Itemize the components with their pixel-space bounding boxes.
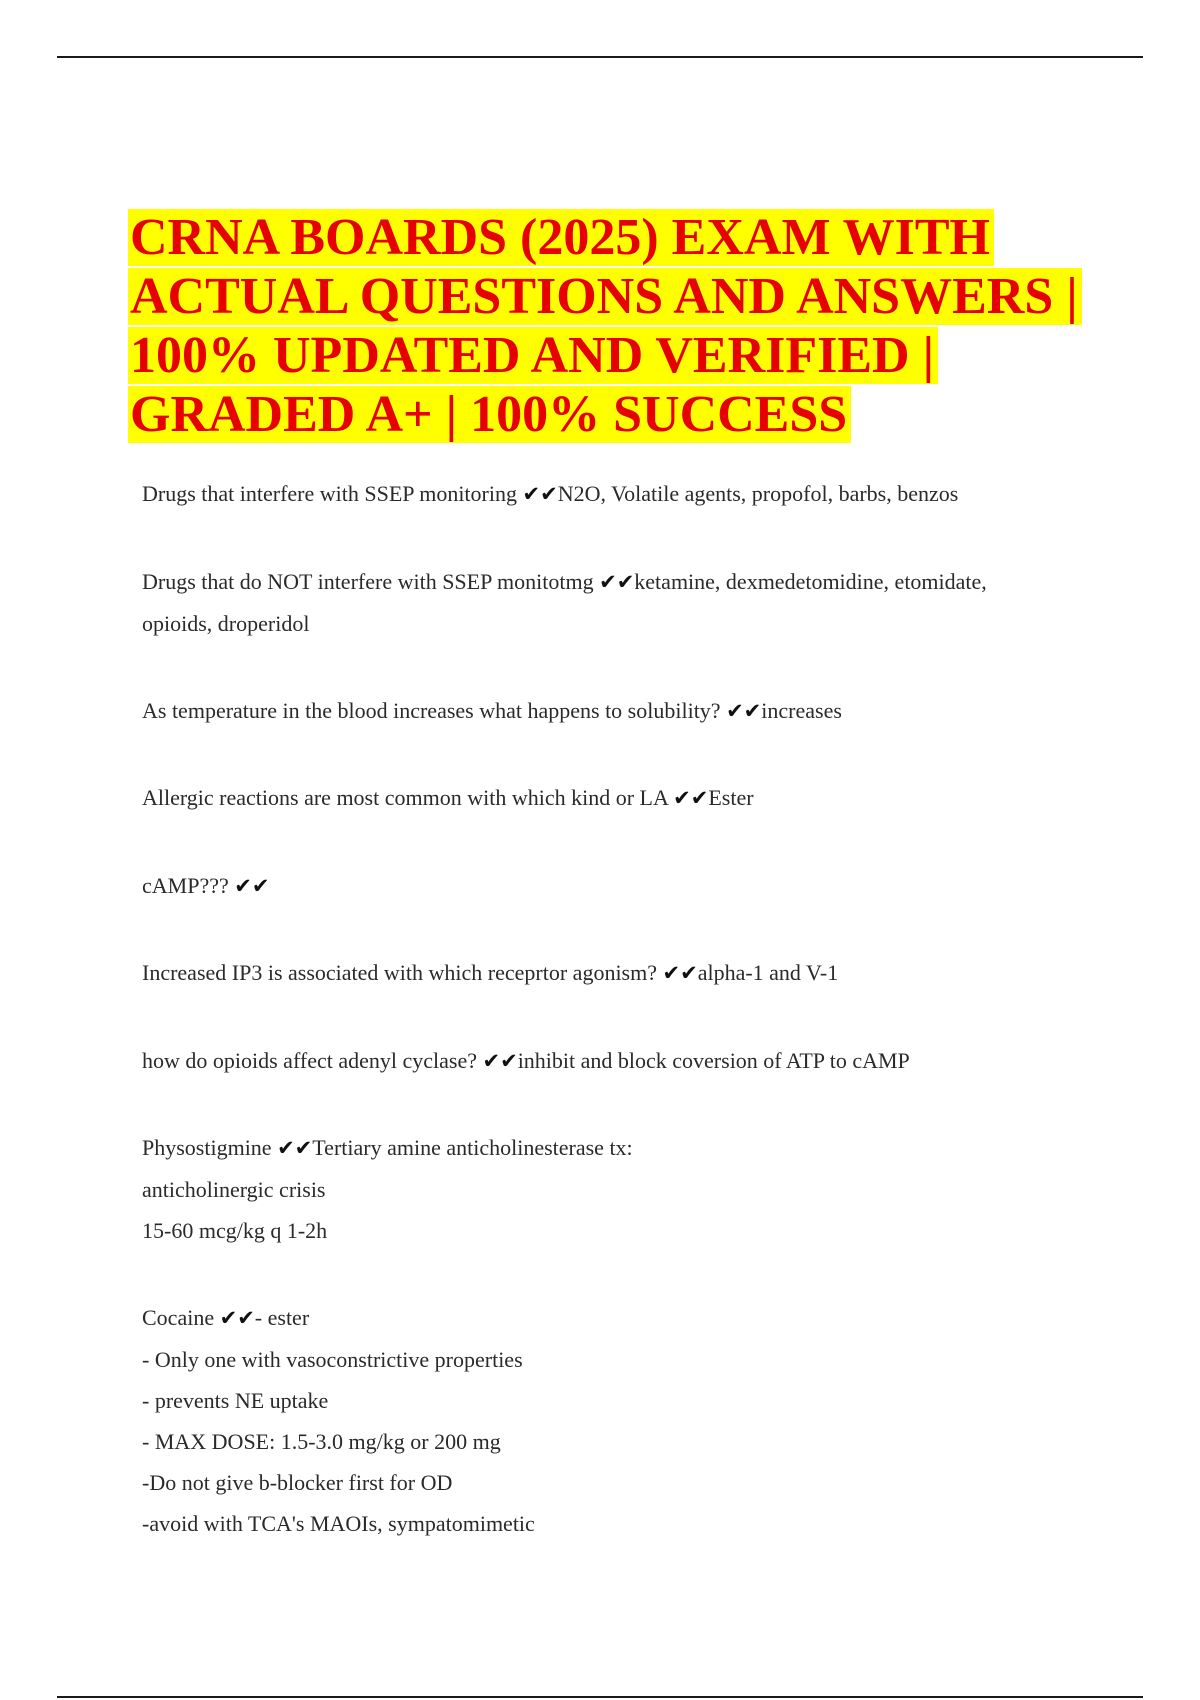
qa-line	[142, 561, 1042, 603]
question-text: As temperature in the blood increases what happens to solubility?	[142, 698, 721, 723]
check-icon: ✔✔	[599, 570, 635, 594]
answer-continuation: - prevents NE uptake	[142, 1388, 329, 1413]
qa-line	[142, 952, 1042, 994]
question-text: Physostigmine	[142, 1135, 272, 1160]
answer-text: Tertiary amine anticholinesterase tx:	[312, 1135, 633, 1160]
title-line-2: ACTUAL QUESTIONS AND ANSWERS |	[128, 268, 1082, 325]
question-text: Allergic reactions are most common with which kind or LA	[142, 785, 668, 810]
bottom-rule	[57, 1696, 1143, 1698]
check-icon: ✔✔	[482, 1049, 518, 1073]
answer-text: increases	[761, 698, 842, 723]
qa-line	[142, 690, 1042, 732]
question-text: how do opioids affect adenyl cyclase?	[142, 1048, 477, 1073]
question-text: cAMP???	[142, 873, 229, 898]
title-line-4: GRADED A+ | 100% SUCCESS	[128, 386, 851, 443]
answer-continuation: - Only one with vasoconstrictive properties	[142, 1347, 523, 1372]
qa-line	[142, 777, 1042, 819]
answer-text: N2O, Volatile agents, propofol, barbs, benzos	[557, 481, 959, 506]
qa-item	[142, 1127, 1042, 1251]
answer-continuation: anticholinergic crisis	[142, 1177, 326, 1202]
answer-continuation: -Do not give b-blocker first for OD	[142, 1470, 453, 1495]
answer-continuation: opioids, droperidol	[142, 611, 310, 636]
answer-text: ketamine, dexmedetomidine, etomidate,	[634, 569, 987, 594]
title-line-3: 100% UPDATED AND VERIFIED |	[128, 327, 938, 384]
top-rule	[57, 56, 1143, 58]
qa-item	[142, 952, 1042, 994]
question-text: Drugs that interfere with SSEP monitoring	[142, 481, 517, 506]
question-text: Drugs that do NOT interfere with SSEP monitotmg	[142, 569, 594, 594]
qa-item	[142, 473, 1042, 515]
qa-line	[142, 1127, 1042, 1169]
check-icon: ✔✔	[277, 1136, 313, 1160]
check-icon: ✔✔	[673, 786, 709, 810]
answer-text: - ester	[254, 1305, 310, 1330]
qa-item	[142, 690, 1042, 732]
qa-line	[142, 1297, 1042, 1339]
qa-line	[142, 473, 1042, 515]
answer-continuation: 15-60 mcg/kg q 1-2h	[142, 1218, 328, 1243]
check-icon: ✔✔	[726, 699, 762, 723]
answer-text: inhibit and block coversion of ATP to cAMP	[517, 1048, 910, 1073]
answer-text: alpha-1 and V-1	[697, 960, 839, 985]
check-icon: ✔✔	[219, 1306, 255, 1330]
qa-item	[142, 1040, 1042, 1082]
check-icon: ✔✔	[522, 482, 558, 506]
check-icon: ✔✔	[234, 874, 270, 898]
qa-line	[142, 1040, 1042, 1082]
qa-item	[142, 865, 1042, 907]
question-text: Increased IP3 is associated with which receprtor agonism?	[142, 960, 657, 985]
qa-item	[142, 777, 1042, 819]
check-icon: ✔✔	[662, 961, 698, 985]
qa-item	[142, 1297, 1042, 1544]
answer-continuation: - MAX DOSE: 1.5-3.0 mg/kg or 200 mg	[142, 1429, 501, 1454]
question-text: Cocaine	[142, 1305, 215, 1330]
answer-continuation: -avoid with TCA's MAOIs, sympatomimetic	[142, 1511, 535, 1536]
qa-item	[142, 561, 1042, 644]
title-line-1: CRNA BOARDS (2025) EXAM WITH	[128, 209, 994, 266]
qa-line	[142, 865, 1042, 907]
document-title	[128, 208, 1138, 444]
answer-text: Ester	[708, 785, 754, 810]
